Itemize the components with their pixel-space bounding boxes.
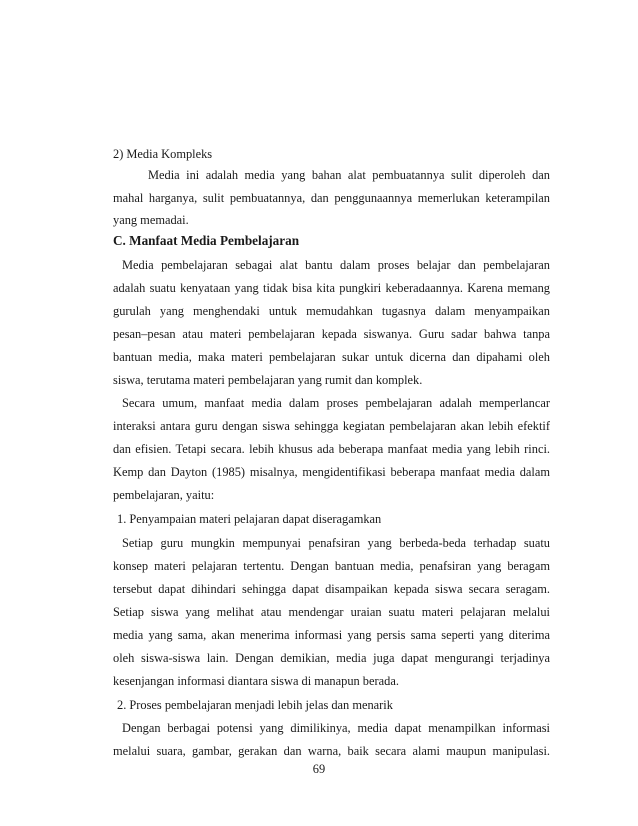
section-heading-c: C. Manfaat Media Pembelajaran <box>113 233 300 248</box>
paragraph-line: melalui suara, gambar, gerakan dan warna, baik secara alami maupun manipulasi. <box>113 744 550 758</box>
list-item-1: 1. Penyampaian materi pelajaran dapat diseragamkan <box>117 512 382 526</box>
paragraph-line: Dengan berbagai potensi yang dimilikinya, media dapat menampilkan informasi <box>122 721 550 735</box>
paragraph-line: bantuan media, maka materi pembelajaran sukar untuk dicerna dan dipahami oleh <box>113 350 550 364</box>
paragraph-line: media yang sama, akan menerima informasi yang persis sama seperti yang diterima <box>113 628 550 642</box>
page-number: 69 <box>312 762 326 776</box>
paragraph-line: Secara umum, manfaat media dalam proses pembelajaran adalah memperlancar <box>122 396 550 410</box>
paragraph-line: adalah suatu kenyataan yang tidak bisa kita pungkiri keberadaannya. Karena memang <box>113 281 550 295</box>
paragraph-line: Setiap siswa yang melihat atau mendengar uraian suatu materi pelajaran melalui <box>113 605 550 619</box>
list-heading-media-kompleks: 2) Media Kompleks <box>113 147 213 161</box>
paragraph-line: kesenjangan informasi diantara siswa di manapun berada. <box>113 674 399 688</box>
list-item-2: 2. Proses pembelajaran menjadi lebih jelas dan menarik <box>117 698 393 712</box>
paragraph-line: yang memadai. <box>113 213 189 227</box>
paragraph-line: dan efisien. Tetapi secara. lebih khusus ada beberapa manfaat media yang lebih rinci. <box>113 442 550 456</box>
paragraph-line: Media ini adalah media yang bahan alat pembuatannya sulit diperoleh dan <box>148 168 550 182</box>
paragraph-line: pesan–pesan atau materi pembelajaran kepada siswanya. Guru sadar bahwa tanpa <box>113 327 550 341</box>
paragraph-line: tersebut dapat dihindari sehingga dapat disampaikan kepada siswa secara seragam. <box>113 582 550 596</box>
paragraph-line: konsep materi pelajaran tertentu. Dengan bantuan media, penafsiran yang beragam <box>113 559 550 573</box>
paragraph-line: pembelajaran, yaitu: <box>113 488 215 502</box>
paragraph-line: mahal harganya, sulit pembuatannya, dan penggunaannya memerlukan keterampilan <box>113 191 550 205</box>
paragraph-line: Kemp dan Dayton (1985) misalnya, mengidentifikasi beberapa manfaat media dalam <box>113 465 550 479</box>
paragraph-line: oleh siswa-siswa lain. Dengan demikian, media juga dapat mengurangi terjadinya <box>113 651 550 665</box>
paragraph-line: siswa, terutama materi pembelajaran yang rumit dan komplek. <box>113 373 423 387</box>
paragraph-line: interaksi antara guru dengan siswa sehingga kegiatan pembelajaran akan lebih efektif <box>113 419 550 433</box>
paragraph-line: Setiap guru mungkin mempunyai penafsiran yang berbeda-beda terhadap suatu <box>122 536 550 550</box>
paragraph-line: gurulah yang menghendaki untuk memudahkan tugasnya dalam menyampaikan <box>113 304 550 318</box>
paragraph-line: Media pembelajaran sebagai alat bantu dalam proses belajar dan pembelajaran <box>122 258 550 272</box>
